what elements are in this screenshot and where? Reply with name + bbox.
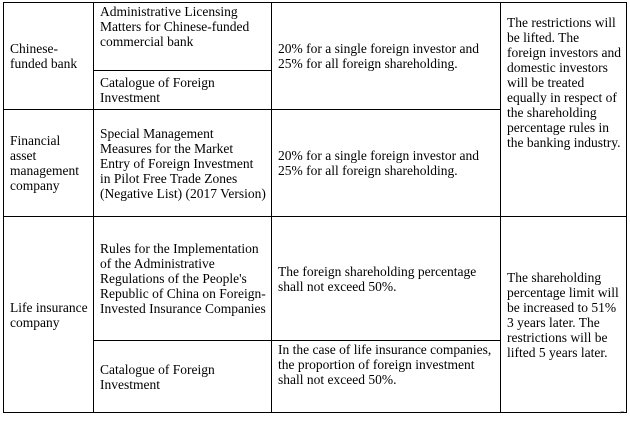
regulation-cell: Catalogue of Foreign Investment [94,341,272,413]
outlook-cell: The shareholding percentage limit will be increased to 51% 3 years later. The restrictions will be lifted 5 years later. [501,217,627,413]
regulation-cell: Special Management Measures for the Market Entry of Foreign Investment in Pilot Free Trade Zones (Negative List) (2017 Version) [94,110,272,217]
table-row [4,217,627,341]
regulation-cell: Catalogue of Foreign Investment [94,71,272,110]
restriction-cell: 20% for a single foreign investor and 25% for all foreign shareholding. [272,3,501,110]
regulation-cell: Administrative Licensing Matters for Chinese-funded commercial bank [94,3,272,71]
entity-cell: Financial asset management company [4,110,94,217]
restriction-cell: The foreign shareholding percentage shall not exceed 50%. [272,217,501,341]
outlook-cell: The restrictions will be lifted. The foreign investors and domestic investors will be treated equally in respect of the shareholding percentage rules in the banking industry. [501,3,627,217]
regulation-cell: Rules for the Implementation of the Administrative Regulations of the People's Republic of China on Foreign-Invested Insurance Companies [94,217,272,341]
entity-cell: Chinese-funded bank [4,3,94,110]
restriction-cell: In the case of life insurance companies, the proportion of foreign investment shall not exceed 50%. [272,341,501,413]
corner-mark: ⌐ [620,409,625,416]
entity-cell: Life insurance company [4,217,94,413]
regulations-table [3,2,627,413]
restriction-cell: 20% for a single foreign investor and 25% for all foreign shareholding. [272,110,501,217]
table-row [4,3,627,71]
